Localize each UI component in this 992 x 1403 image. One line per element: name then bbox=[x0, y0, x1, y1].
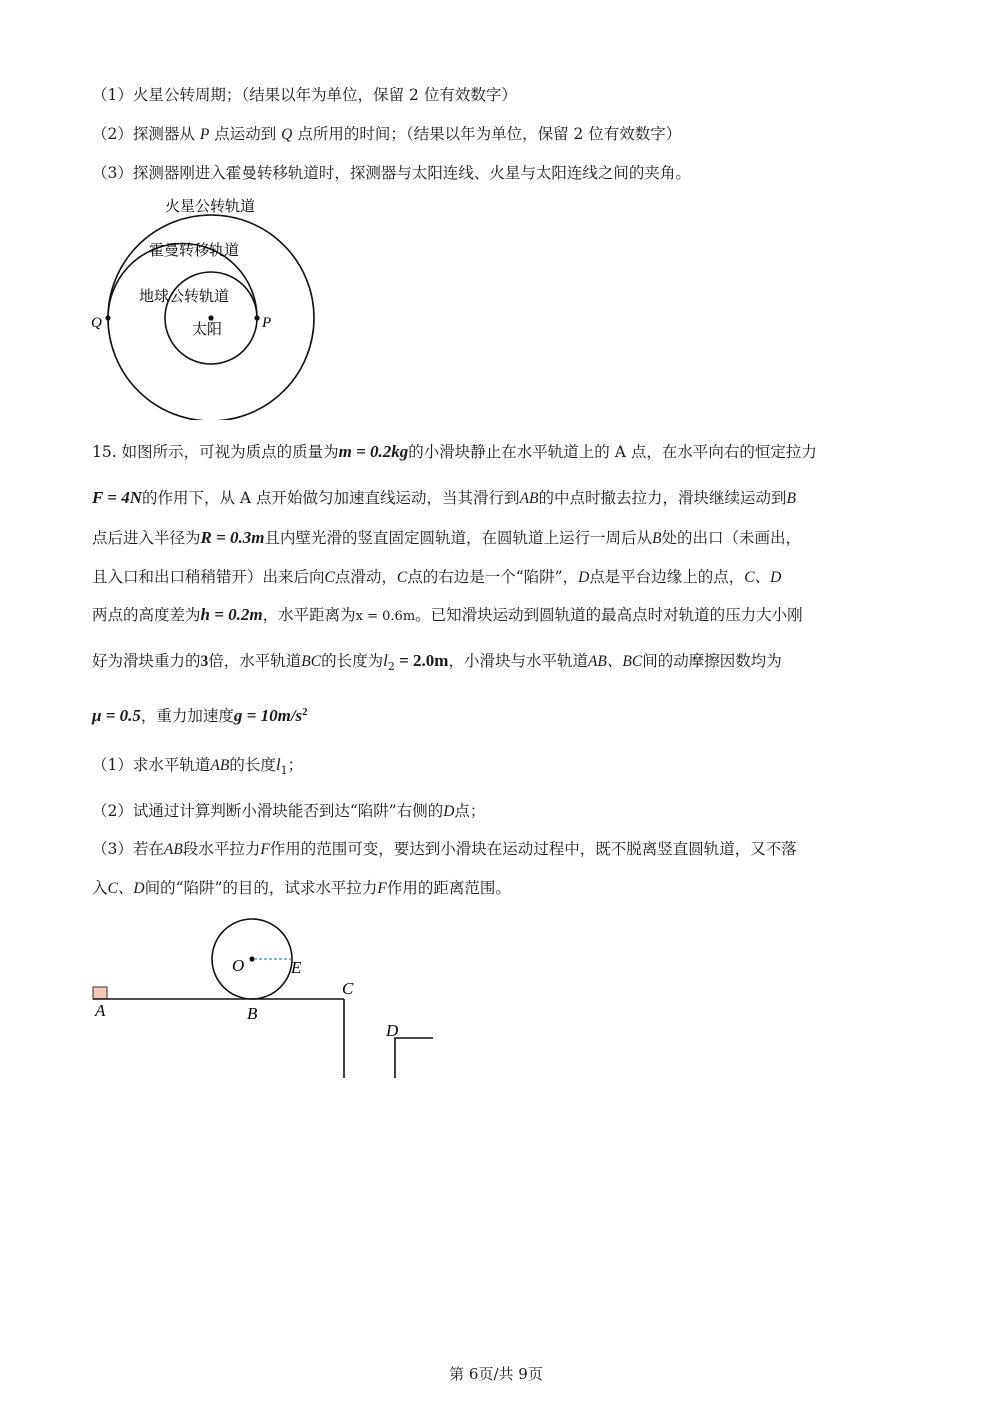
label-e: E bbox=[291, 958, 302, 977]
page-footer: 第 6页/共 9页 bbox=[449, 1365, 543, 1383]
platform-d bbox=[395, 1038, 433, 1078]
q14-sub3: （3）探测器刚进入霍曼转移轨道时，探测器与太阳连线、火星与太阳连线之间的夹角。 bbox=[92, 164, 691, 182]
q15-line6: 好为滑块重力的3倍，水平轨道BC的长度为$l_2 = 2.0m$，小滑块与水平轨道AB、BC间的动摩擦因数均为 bbox=[92, 651, 782, 674]
q15-line1: 15. 如图所示，可视为质点的质量为m = 0.2kg的小滑块静止在水平轨道上的 A 点，在水平向右的恒定拉力 bbox=[92, 442, 817, 461]
label-o: O bbox=[232, 956, 245, 975]
sun-label: 太阳 bbox=[192, 320, 223, 338]
point-q-label: Q bbox=[91, 315, 102, 331]
point-p-dot bbox=[254, 315, 259, 320]
q15-line5: 两点的高度差为h = 0.2m，水平距离为x = 0.6m。已知滑块运动到圆轨道的最高点时对轨道的压力大小刚 bbox=[92, 605, 803, 624]
label-b: B bbox=[247, 1004, 258, 1023]
q15-sub3-line1: （3）若在AB段水平拉力F作用的范围可变，要达到小滑块在运动过程中，既不脱离竖直圆轨道，又不落 bbox=[92, 840, 797, 858]
q15-line4: 且入口和出口稍稍错开）出来后向C点滑动，C点的右边是一个“陷阱”，D点是平台边缘上的点，C、D bbox=[92, 568, 782, 586]
point-p-label: P bbox=[262, 315, 272, 331]
q14-sub2: （2）探测器从 P 点运动到 Q 点所用的时间；（结果以年为单位，保留 2 位有效数字） bbox=[92, 125, 682, 143]
q15-line3: 点后进入半径为R = 0.3m且内壁光滑的竖直固定圆轨道，在圆轨道上运行一周后从B处的出口（未画出， bbox=[92, 528, 802, 547]
label-d: D bbox=[386, 1021, 399, 1040]
q14-sub1: （1）火星公转周期；（结果以年为单位，保留 2 位有效数字） bbox=[92, 86, 517, 104]
q15-line7: μ = 0.5，重力加速度$g = 10m/s^2$ bbox=[92, 706, 308, 726]
earth-orbit-label: 地球公转轨道 bbox=[139, 287, 230, 305]
label-c: C bbox=[342, 979, 354, 998]
q15-sub1: （1）求水平轨道AB的长度$l_1$； bbox=[92, 755, 304, 778]
transfer-orbit-label: 霍曼转移轨道 bbox=[149, 241, 240, 259]
center-o-dot bbox=[249, 956, 254, 961]
label-a: A bbox=[95, 1001, 106, 1020]
q15-sub3-line2: 入C、D间的“陷阱”的目的，试求水平拉力F作用的距离范围。 bbox=[92, 879, 511, 897]
q15-sub2: （2）试通过计算判断小滑块能否到达“陷阱”右侧的D点； bbox=[92, 802, 486, 820]
point-q-dot bbox=[105, 315, 110, 320]
orbit-figure bbox=[85, 190, 325, 420]
track-figure bbox=[85, 915, 445, 1085]
slider-block bbox=[93, 987, 107, 999]
mars-orbit-label: 火星公转轨道 bbox=[165, 197, 256, 215]
q15-line2: F = 4N的作用下，从 A 点开始做匀加速直线运动，当其滑行到AB的中点时撤去拉力，滑块继续运动到B bbox=[92, 488, 796, 507]
